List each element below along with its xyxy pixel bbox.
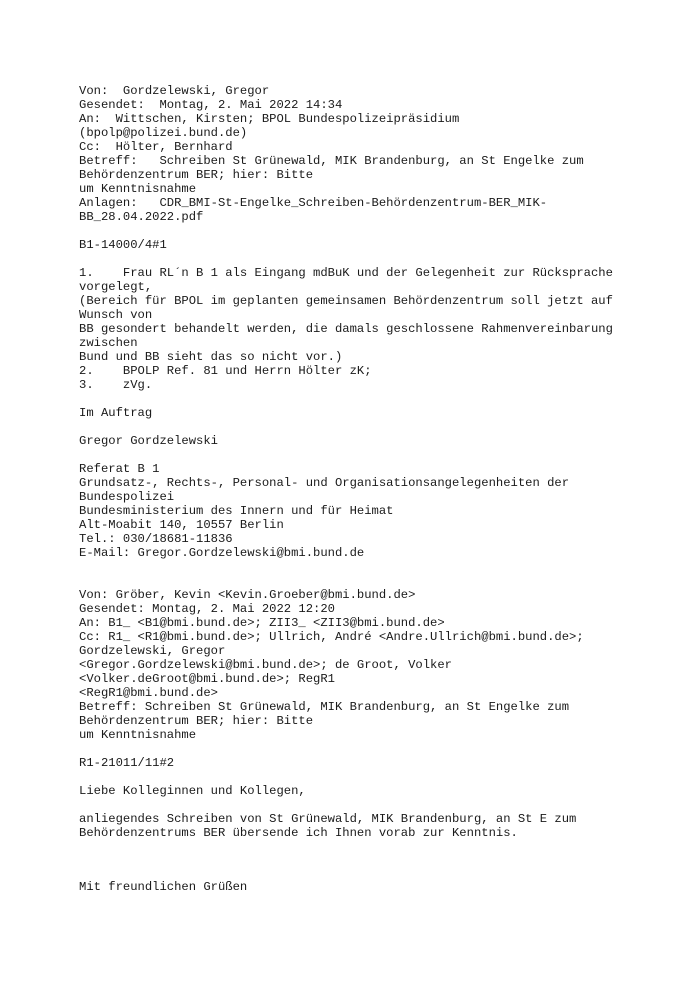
orig-header-from: Von: Gröber, Kevin <Kevin.Groeber@bmi.bund.de> xyxy=(79,588,416,602)
orig-header-cc: Cc: R1_ <R1@bmi.bund.de>; Ullrich, André <Andre.Ullrich@bmi.bund.de>; xyxy=(79,630,584,644)
orig-header-to: An: B1_ <B1@bmi.bund.de>; ZII3_ <ZII3@bmi.bund.de> xyxy=(79,616,445,630)
header-subject-cont: um Kenntnisnahme xyxy=(79,182,197,196)
closing-phrase: Im Auftrag xyxy=(79,406,153,420)
header-attachments-cont: BB_28.04.2022.pdf xyxy=(79,210,204,224)
header-cc: Cc: Hölter, Bernhard xyxy=(79,140,233,154)
signature-line: Bundesministerium des Innern und für Heimat xyxy=(79,504,394,518)
signature-email: E-Mail: Gregor.Gordzelewski@bmi.bund.de xyxy=(79,546,365,560)
original-body-line: Behördenzentrums BER übersende ich Ihnen vorab zur Kenntnis. xyxy=(79,826,518,840)
sender-name: Gregor Gordzelewski xyxy=(79,434,218,448)
header-attachments: Anlagen: CDR_BMI-St-Engelke_Schreiben-Behördenzentrum-BER_MIK- xyxy=(79,196,548,210)
header-subject: Betreff: Schreiben St Grünewald, MIK Brandenburg, an St Engelke zum xyxy=(79,154,584,168)
signature-line: Grundsatz-, Rechts-, Personal- und Organisationsangelegenheiten der xyxy=(79,476,570,490)
body-line: vorgelegt, xyxy=(79,280,153,294)
body-line: BB gesondert behandelt werden, die damals geschlossene Rahmenvereinbarung xyxy=(79,322,613,336)
header-sent: Gesendet: Montag, 2. Mai 2022 14:34 xyxy=(79,98,343,112)
orig-header-cc-cont: <Volker.deGroot@bmi.bund.de>; RegR1 xyxy=(79,672,335,686)
regards: Mit freundlichen Grüßen xyxy=(79,880,248,894)
original-body-line: anliegendes Schreiben von St Grünewald, MIK Brandenburg, an St E zum xyxy=(79,812,577,826)
orig-header-subject: Betreff: Schreiben St Grünewald, MIK Brandenburg, an St Engelke zum xyxy=(79,700,570,714)
header-from: Von: Gordzelewski, Gregor xyxy=(79,84,270,98)
orig-header-sent: Gesendet: Montag, 2. Mai 2022 12:20 xyxy=(79,602,335,616)
signature-line: Referat B 1 xyxy=(79,462,160,476)
orig-header-cc-cont: Gordzelewski, Gregor xyxy=(79,644,226,658)
original-file-number: R1-21011/11#2 xyxy=(79,756,175,770)
header-to-cont: (bpolp@polizei.bund.de) xyxy=(79,126,248,140)
body-line: Wunsch von xyxy=(79,308,153,322)
signature-line: Alt-Moabit 140, 10557 Berlin xyxy=(79,518,284,532)
file-number: B1-14000/4#1 xyxy=(79,238,167,252)
orig-header-subject-cont: Behördenzentrum BER; hier: Bitte xyxy=(79,714,314,728)
signature-line: Bundespolizei xyxy=(79,490,175,504)
orig-header-cc-cont: <Gregor.Gordzelewski@bmi.bund.de>; de Groot, Volker xyxy=(79,658,452,672)
signature-line: Tel.: 030/18681-11836 xyxy=(79,532,233,546)
header-to: An: Wittschen, Kirsten; BPOL Bundespolizeipräsidium xyxy=(79,112,460,126)
body-line: 1. Frau RL´n B 1 als Eingang mdBuK und der Gelegenheit zur Rücksprache xyxy=(79,266,613,280)
body-line: zwischen xyxy=(79,336,138,350)
body-line: Bund und BB sieht das so nicht vor.) xyxy=(79,350,343,364)
orig-header-cc-cont: <RegR1@bmi.bund.de> xyxy=(79,686,218,700)
body-line: (Bereich für BPOL im geplanten gemeinsamen Behördenzentrum soll jetzt auf xyxy=(79,294,613,308)
greeting: Liebe Kolleginnen und Kollegen, xyxy=(79,784,306,798)
body-line: 3. zVg. xyxy=(79,378,153,392)
body-line: 2. BPOLP Ref. 81 und Herrn Hölter zK; xyxy=(79,364,372,378)
orig-header-subject-cont: um Kenntnisnahme xyxy=(79,728,197,742)
header-subject-cont: Behördenzentrum BER; hier: Bitte xyxy=(79,168,314,182)
